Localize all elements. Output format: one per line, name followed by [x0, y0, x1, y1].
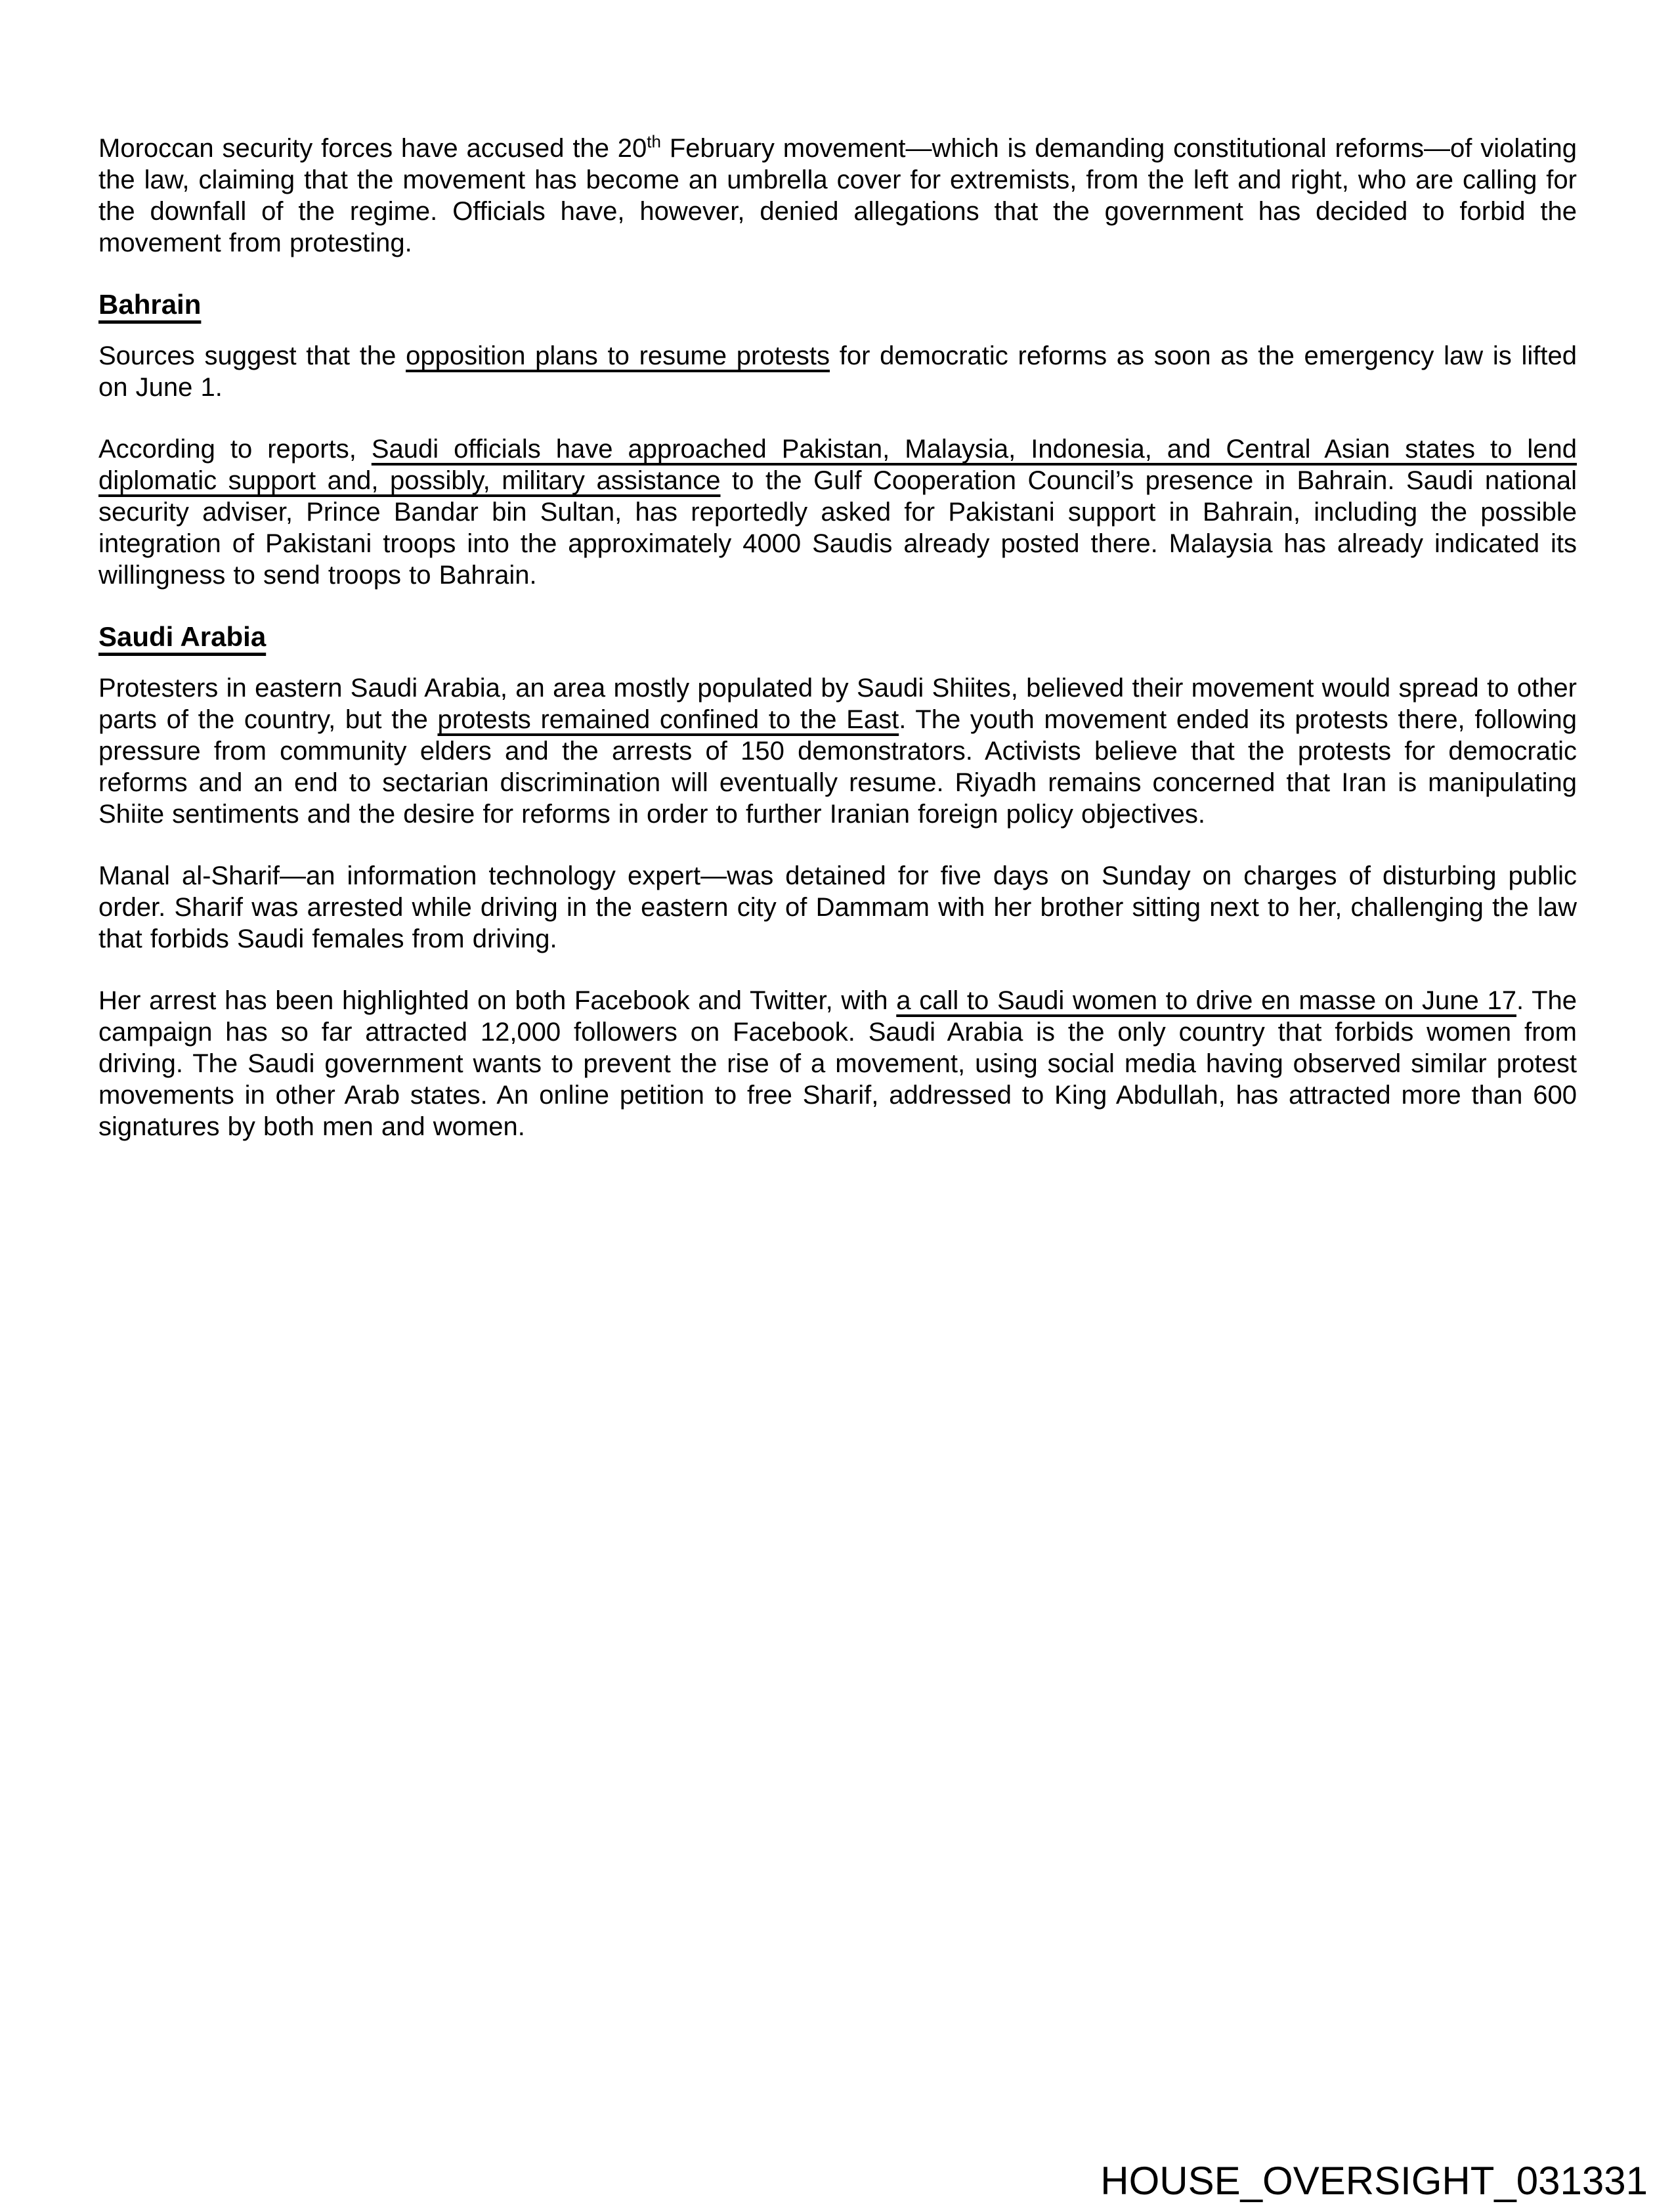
underlined-link-protests-confined: protests remained confined to the East: [437, 705, 899, 734]
document-body: [98, 133, 1577, 1173]
section-heading-bahrain: [98, 289, 1577, 320]
paragraph-text: Sources suggest that the: [98, 341, 406, 370]
paragraph-text: Manal al-Sharif—an information technology expert—was detained for five days on Sunday on charges of disturbing public order. Sharif was arrested while driving in the eastern city of Dammam with her brother sitting next to her, challenging the law that forbids Saudi females from driving.: [98, 861, 1577, 953]
underlined-link-opposition-protests: opposition plans to resume protests: [406, 341, 830, 370]
section-heading-saudi-arabia: [98, 621, 1577, 653]
paragraph-text: to the Gulf Cooperation Council’s presence in Bahrain. Saudi national security adviser, Prince Bandar bin Sultan, has reportedly asked for Pakistani support in Bahrain, including the possible integration of Pakistani troops into the approximately 4000 Saudis already posted there. Malaysia has already indicated its willingness to send troops to Bahrain.: [98, 466, 1577, 590]
paragraph-text: February movement—which is demanding constitutional reforms—of violating the law, claiming that the movement has become an umbrella cover for extremists, from the left and right, who are calling for the downfall of the regime. Officials have, however, denied allegations that the government has decided to forbid the movement from protesting.: [98, 134, 1577, 257]
paragraph-text: Moroccan security forces have accused the 20: [98, 134, 647, 163]
paragraph-text: Protesters in eastern Saudi Arabia, an area mostly populated by Saudi Shiites, believed their movement would spread to other parts of the country, but the: [98, 674, 1577, 734]
paragraph-text: . The campaign has so far attracted 12,000 followers on Facebook. Saudi Arabia is the only country that forbids women from driving. The Saudi government wants to prevent the rise of a movement, using social media having observed similar protest movements in other Arab states. An online petition to free Sharif, addressed to King Abdullah, has attracted more than 600 signatures by both men and women.: [98, 986, 1577, 1141]
underlined-link-drive-en-masse: a call to Saudi women to drive en masse on June 17: [896, 986, 1516, 1015]
paragraph-saudi-2: [98, 860, 1577, 955]
paragraph-text: . The youth movement ended its protests there, following pressure from community elders and the arrests of 150 demonstrators. Activists believe that the protests for democratic reforms and an end to sectarian discrimination will eventually resume. Riyadh remains concerned that Iran is manipulating Shiite sentiments and the desire for reforms in order to further Iranian foreign policy objectives.: [98, 705, 1577, 829]
ordinal-superscript: th: [647, 131, 661, 152]
paragraph-bahrain-1: [98, 340, 1577, 403]
paragraph-text: According to reports,: [98, 435, 372, 464]
paragraph-bahrain-2: [98, 433, 1577, 591]
paragraph-saudi-3: [98, 985, 1577, 1142]
paragraph-morocco: [98, 133, 1577, 259]
section-heading-text: Saudi Arabia: [98, 621, 267, 652]
paragraph-text: for democratic reforms as soon as the emergency law is lifted on June 1.: [98, 341, 1577, 402]
paragraph-saudi-1: [98, 672, 1577, 830]
paragraph-text: Her arrest has been highlighted on both Facebook and Twitter, with: [98, 986, 897, 1015]
underlined-link-saudi-officials: Saudi officials have approached Pakistan, Malaysia, Indonesia, and Central Asian states to lend diplomatic support and, possibly, military assistance: [98, 435, 1577, 495]
section-heading-text: Bahrain: [98, 289, 202, 320]
bates-number: HOUSE_OVERSIGHT_031331: [1100, 2159, 1648, 2203]
